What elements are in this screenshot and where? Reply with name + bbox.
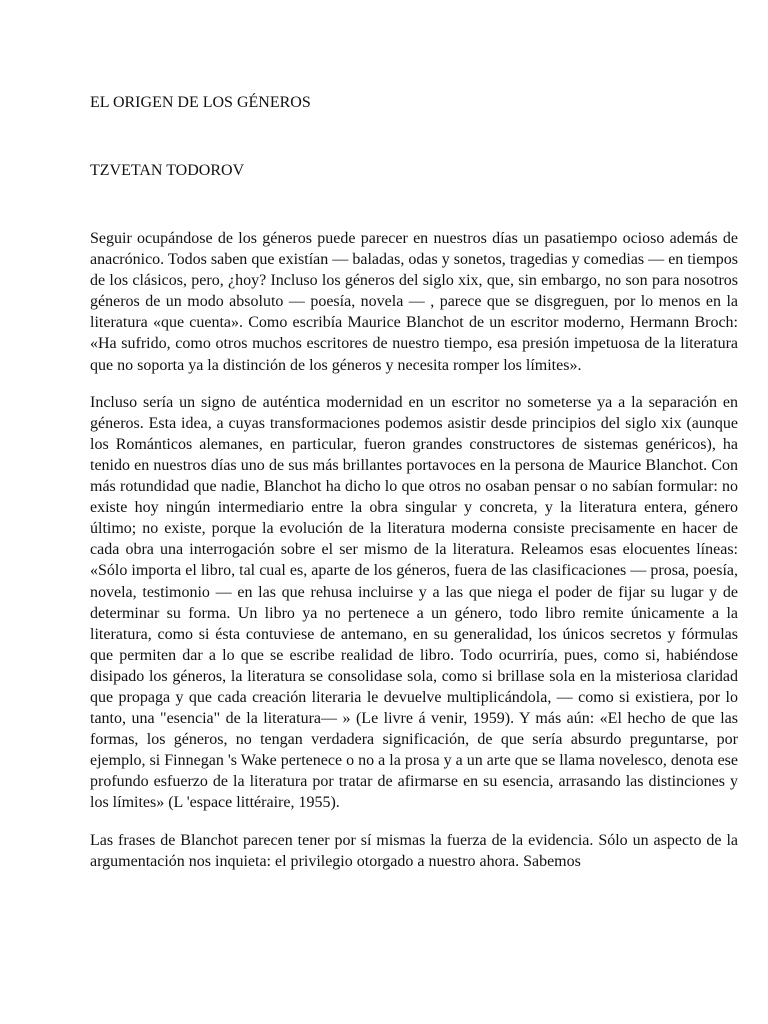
document-title: EL ORIGEN DE LOS GÉNEROS (90, 94, 311, 111)
paragraph-1: Seguir ocupándose de los géneros puede parecer en nuestros días un pasatiempo ocioso además de anacrónico. Todos saben que existían — baladas, odas y sonetos, tragedias y comedias — en tiempos de los clásicos, pero, ¿hoy? Incluso los géneros del siglo xix, que, sin embargo, no son para nosotros géneros de un modo absoluto — poesía, novela — , parece que se disgreguen, por lo menos en la literatura «que cuenta». Como escribía Maurice Blanchot de un escritor moderno, Hermann Broch: «Ha sufrido, como otros muchos escritores de nuestro tiempo, esa presión impetuosa de la literatura que no soporta ya la distinción de los géneros y necesita romper los límites». (90, 230, 738, 374)
document-body (90, 228, 738, 888)
paragraph-2: Incluso sería un signo de auténtica modernidad en un escritor no someterse ya a la separación en géneros. Esta idea, a cuyas transformaciones podemos asistir desde principios del siglo xix (aunque los Románticos alemanes, en particular, fueron grandes constructores de sistemas genéricos), ha tenido en nuestros días uno de sus más brillantes portavoces en la persona de Maurice Blanchot. Con más rotundidad que nadie, Blanchot ha dicho lo que otros no osaban pensar o no sabían formular: no existe hoy ningún intermediario entre la obra singular y concreta, y la literatura entera, género último; no existe, porque la evolución de la literatura moderna consiste precisamente en hacer de cada obra una interrogación sobre el ser mismo de la literatura. Releamos esas elocuentes líneas: «Sólo importa el libro, tal cual es, aparte de los géneros, fuera de las clasificaciones — prosa, poesía, novela, testimonio — en las que rehusa incluirse y a las que niega el poder de fijar su lugar y de determinar su forma. Un libro ya no pertenece a un género, todo libro remite únicamente a la literatura, como si ésta contuviese de antemano, en su generalidad, los únicos secretos y fórmulas que permiten dar a lo que se escribe realidad de libro. Todo ocurriría, pues, como si, habiéndose disipado los géneros, la literatura se consolidase sola, como si brillase sola en la misteriosa claridad que propaga y que cada creación literaria le devuelve multiplicándola, — como si existiera, por lo tanto, una "esencia" de la literatura— » (Le livre á venir, 1959). Y más aún: «El hecho de que las formas, los géneros, no tengan verdadera significación, de que sería absurdo preguntarse, por ejemplo, si Finnegan 's Wake pertenece o no a la prosa y a un arte que se llama novelesco, denota ese profundo esfuerzo de la literatura por tratar de afirmarse en su esencia, arrasando las distinciones y los límites» (L 'espace littéraire, 1955). (90, 393, 738, 812)
paragraph-3: Las frases de Blanchot parecen tener por sí mismas la fuerza de la evidencia. Sólo un aspecto de la argumentación nos inquieta: el privilegio otorgado a nuestro ahora. Sabemos (90, 831, 738, 870)
document-author: TZVETAN TODOROV (90, 162, 245, 179)
